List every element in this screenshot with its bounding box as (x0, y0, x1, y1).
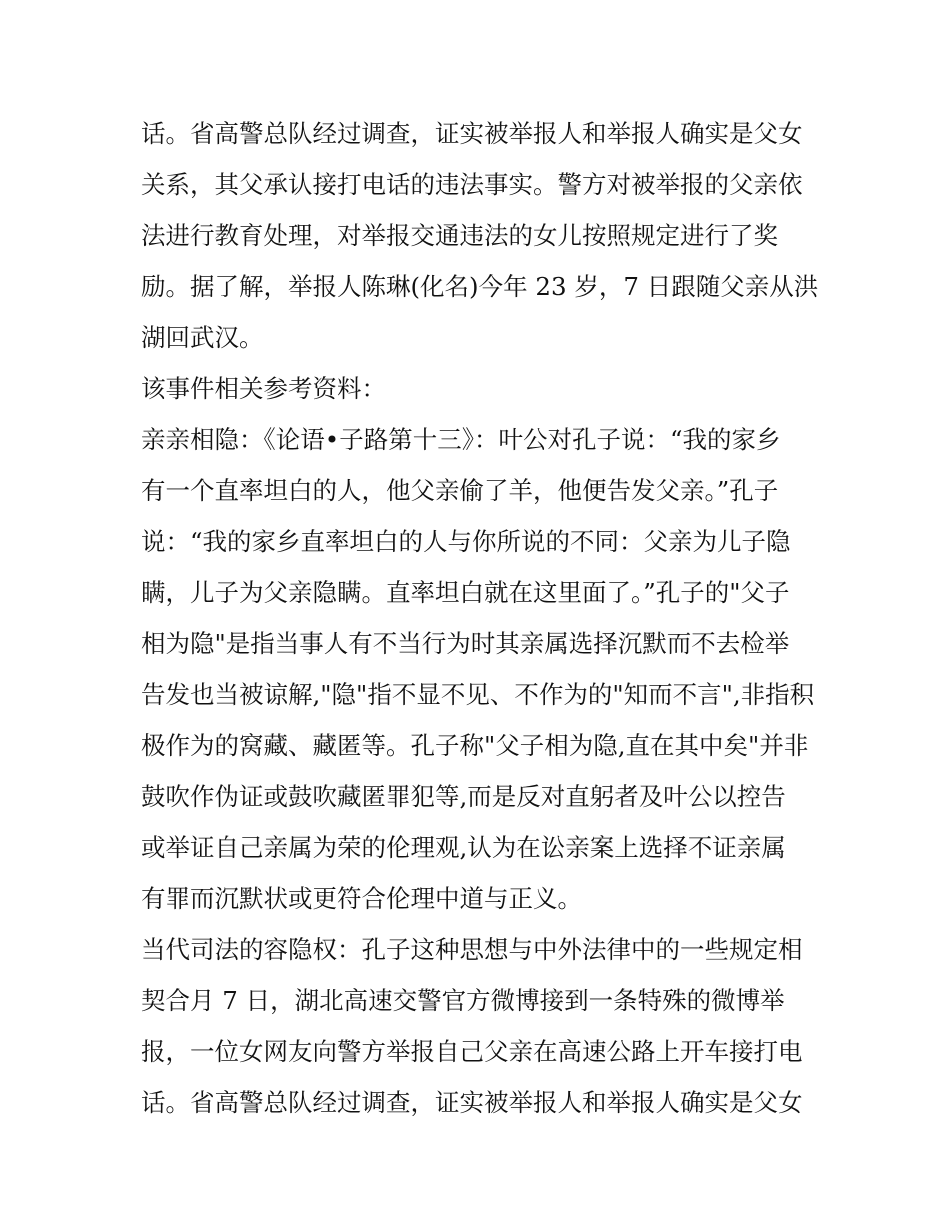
text-line: 契合月 7 日，湖北高速交警官方微博接到一条特殊的微博举 (141, 986, 785, 1015)
text-line: 报，一位女网友向警方举报自己父亲在高速公路上开车接打电 (141, 1037, 803, 1066)
text-line: 告发也当被谅解,"隐"指不显不见、不作为的"知而不言",非指积 (141, 680, 815, 709)
text-line: 鼓吹作伪证或鼓吹藏匿罪犯等,而是反对直躬者及叶公以控告 (141, 782, 786, 811)
text-line: 亲亲相隐：《论语•子路第十三》：叶公对孔子说：“我的家乡 (141, 425, 781, 454)
text-line: 或举证自己亲属为荣的伦理观,认为在讼亲案上选择不证亲属 (141, 833, 786, 862)
text-line: 有一个直率坦白的人，他父亲偷了羊，他便告发父亲。”孔子 (141, 476, 779, 505)
text-line: 法进行教育处理，对举报交通违法的女儿按照规定进行了奖 (141, 221, 778, 250)
document-body (141, 108, 821, 1128)
text-line: 该事件相关参考资料： (141, 374, 386, 403)
text-line: 瞒，儿子为父亲隐瞒。直率坦白就在这里面了。”孔子的"父子 (141, 578, 790, 607)
text-line: 相为隐"是指当事人有不当行为时其亲属选择沉默而不去检举 (141, 629, 790, 658)
text-line: 话。省高警总队经过调查，证实被举报人和举报人确实是父女 (141, 1088, 803, 1117)
text-line: 有罪而沉默状或更符合伦理中道与正义。 (141, 884, 582, 913)
text-line: 话。省高警总队经过调查，证实被举报人和举报人确实是父女 (141, 119, 803, 148)
text-line: 说：“我的家乡直率坦白的人与你所说的不同：父亲为儿子隐 (141, 527, 791, 556)
text-line: 极作为的窝藏、藏匿等。孔子称"父子相为隐,直在其中矣"并非 (141, 731, 809, 760)
text-line: 当代司法的容隐权：孔子这种思想与中外法律中的一些规定相 (141, 935, 803, 964)
text-line: 励。据了解，举报人陈琳(化名)今年 23 岁，7 日跟随父亲从洪 (141, 272, 819, 301)
text-line: 关系，其父承认接打电话的违法事实。警方对被举报的父亲依 (141, 170, 803, 199)
text-line: 湖回武汉。 (141, 323, 264, 352)
